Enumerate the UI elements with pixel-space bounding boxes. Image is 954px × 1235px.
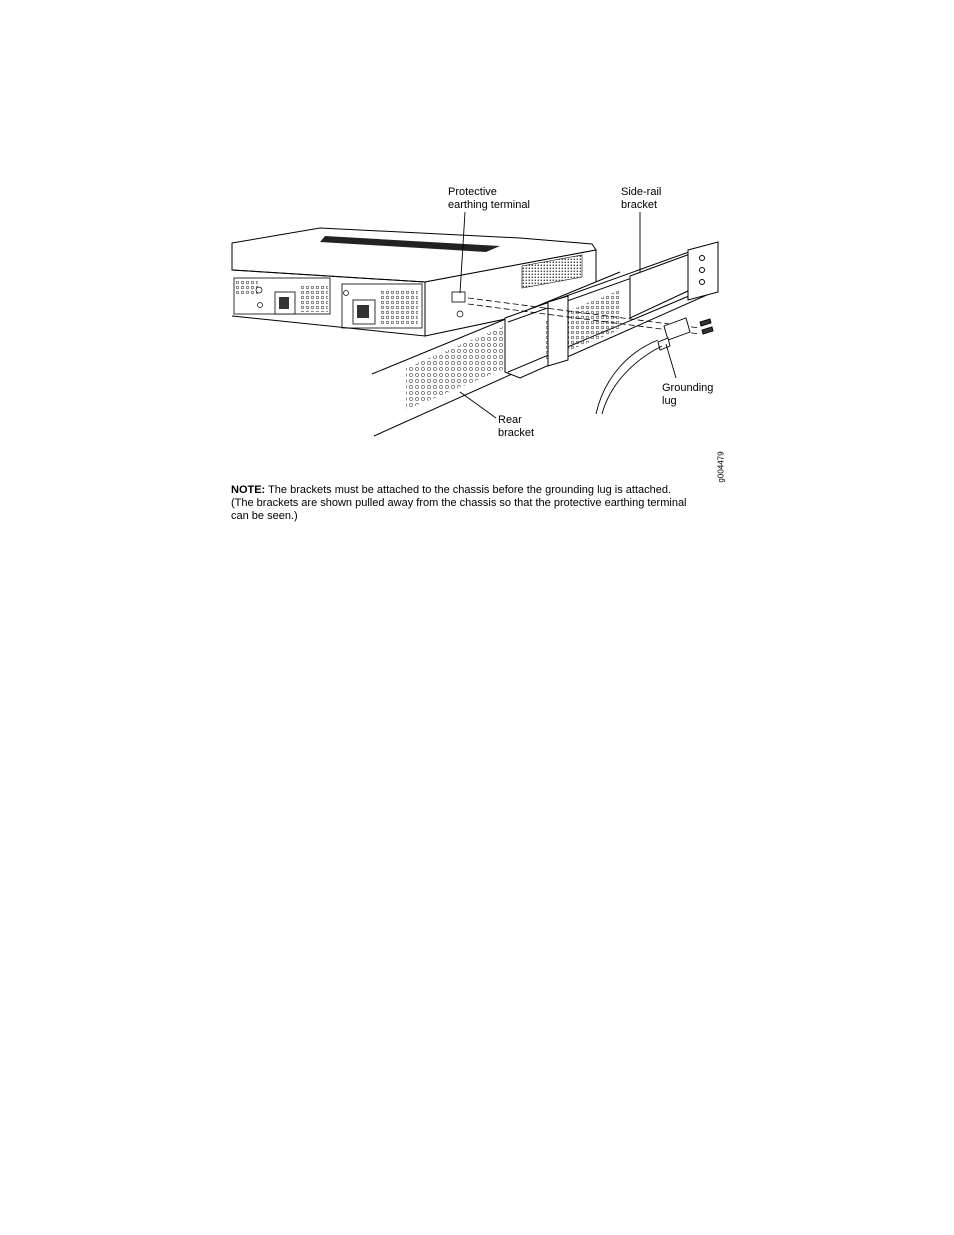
grounding-cable: [596, 340, 662, 414]
note-text-1: The brackets must be attached to the chassis before the grounding lug is attached.: [265, 484, 672, 496]
callout-line: Side-rail: [621, 186, 662, 198]
callout-protective-earthing-terminal: [448, 186, 530, 212]
figure-id: [706, 452, 736, 482]
note: [231, 484, 721, 523]
callout-line: earthing terminal: [448, 199, 530, 211]
note-line-1: [231, 484, 721, 497]
callout-rear-bracket: [498, 414, 534, 440]
callout-line: lug: [662, 395, 677, 407]
callout-side-rail-bracket: [621, 186, 661, 212]
callout-line: Grounding: [662, 382, 714, 394]
callout-line: bracket: [621, 199, 658, 211]
note-line-2: (The brackets are shown pulled away from the chassis so that the protective earthing terminal: [231, 497, 687, 509]
callout-line: Rear: [498, 414, 522, 426]
callout-line: bracket: [498, 427, 535, 439]
note-prefix: NOTE:: [231, 484, 266, 496]
figure-id-text: g004479: [716, 451, 726, 483]
callout-line: Protective: [448, 186, 497, 198]
note-line-3: can be seen.): [231, 510, 298, 522]
callout-grounding-lug: [662, 382, 713, 408]
